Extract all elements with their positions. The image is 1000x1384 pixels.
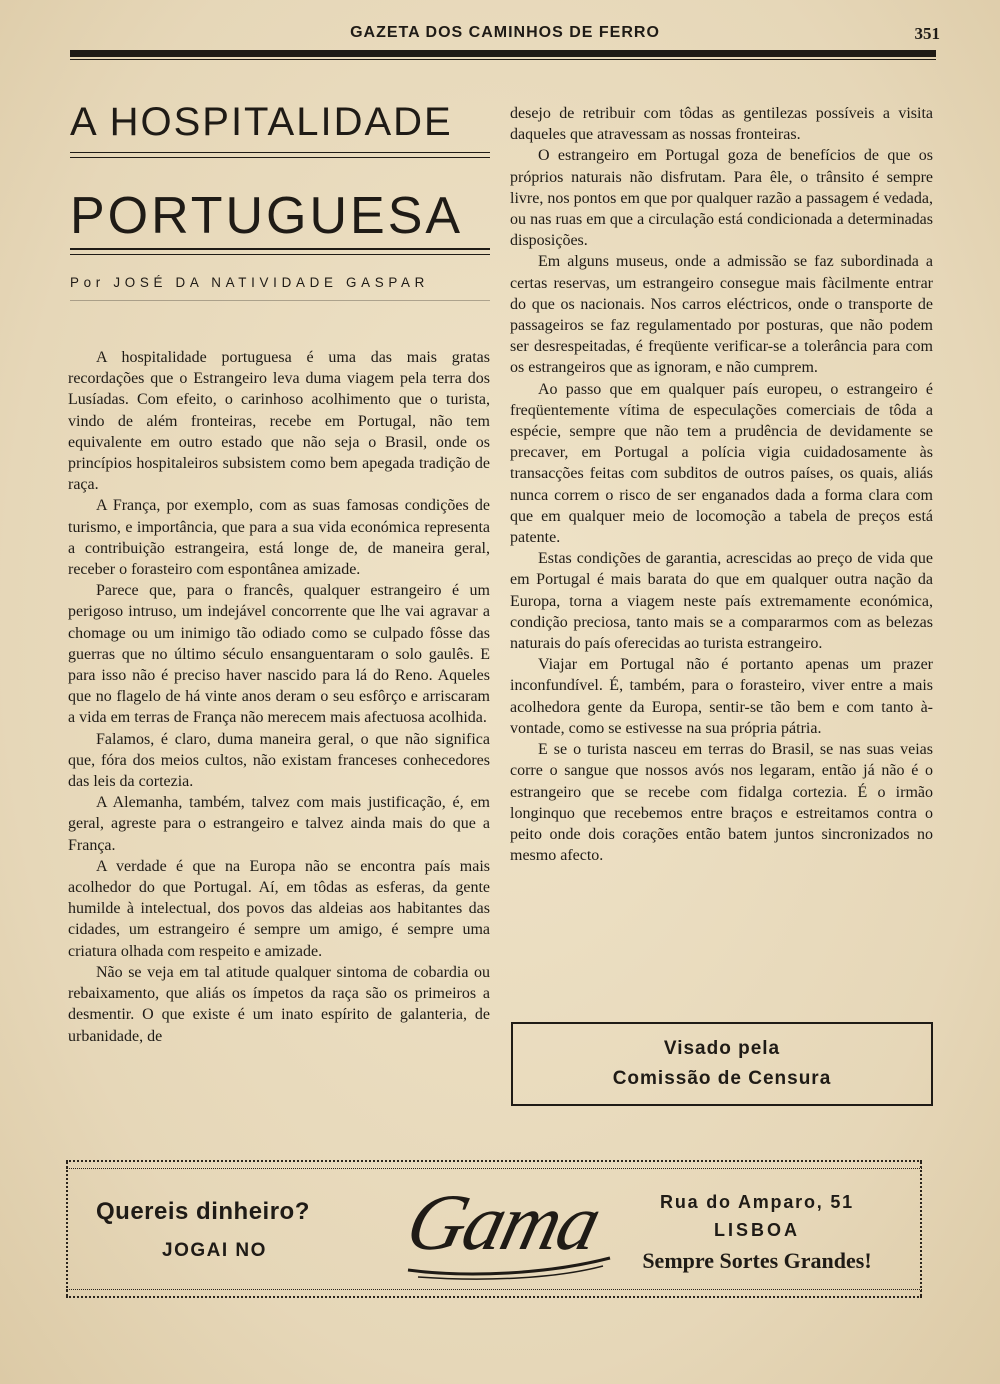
paragraph-continuation: desejo de retribuir com tôdas as gentilezas possíveis a visita daqueles que atravessam as nossas fronteiras. [510,105,933,144]
ad-call-to-action: JOGAI NO [162,1240,267,1261]
header-rule-thin [70,59,936,60]
paragraph: Não se veja em tal atitude qualquer sintoma de cobardia ou rebaixamento, que aliás os ímpetos da raça são os primeiros a desmentir. O que existe é um inato espírito de galanteria, de urbanidade, de [68,963,490,1045]
censorship-line-2: Comissão de Censura [612,1068,832,1089]
title-rule [70,157,490,158]
article-column-left [68,347,490,1047]
article-column-right [510,103,933,866]
ad-border-left [66,1162,68,1296]
title-rule [70,248,490,250]
ad-slogan: Sempre Sortes Grandes! [642,1248,872,1273]
paragraph: Falamos, é claro, duma maneira geral, o que não significa que, fóra dos meios cultos, não existam franceses conhecedores das leis da cortezia. [68,730,490,791]
lottery-advertisement [66,1160,922,1298]
byline: Por JOSÉ DA NATIVIDADE GASPAR [70,275,430,290]
running-header [70,22,940,48]
paragraph: Ao passo que em qualquer país europeu, o estrangeiro é freqüentemente vítima de especulações comerciais de tôda a espécie, sempre que não tem a prudência de devidamente se precaver, em Portugal a polícia vigia cuidadosamente às transacções feitas com subditos de outros países, os quais, aliás nunca correm o risco de ser enganados dada a forma clara com que em qualquer meio de locomoção a tabela de preços está patente. [510,380,933,547]
journal-name: GAZETA DOS CAMINHOS DE FERRO [350,24,660,41]
censorship-notice [511,1022,933,1106]
title-rule [70,152,490,153]
paragraph: A verdade é que na Europa não se encontra país mais acolhedor do que Portugal. Aí, em tôdas as esferas, da gente humilde à intelectual, dos povos das aldeias aos habitantes das cidades, um estrangeiro é sempre um amigo, é sempre uma criatura olhada com respeito e amizade. [68,857,490,960]
paragraph: Estas condições de garantia, acrescidas ao preço de vida que em Portugal é mais barata do que em qualquer outra nação da Europa, torna a viagem neste país extremamente económica, condição preciosa, tanto mais se a compararmos com as belezas naturais do país oferecidas ao turista estrangeiro. [510,550,933,653]
paragraph: O estrangeiro em Portugal goza de benefícios de que os próprios naturais não disfrutam. Para êle, o trânsito é sempre livre, nos pontos em que por qualquer razão a passagem é vedada, ou nas ruas em que a circulação está condicionada a determinadas disposições. [510,147,933,250]
byline-rule [70,300,490,301]
ad-border-right [920,1162,922,1296]
title-rule [70,254,490,255]
header-rule [70,50,936,57]
paragraph: A Alemanha, também, talvez com mais justificação, é, em geral, agreste para o estrangeiro e talvez ainda mais do que a França. [68,794,490,854]
logo-swash-icon [388,1174,618,1284]
ad-address-street: Rua do Amparo, 51 [660,1192,854,1212]
censorship-line-1: Visado pela [663,1038,781,1059]
gama-logo-text: Gama [398,1179,608,1267]
paragraph: E se o turista nasceu em terras do Brasil, se nas suas veias corre o sangue que nossos avós nos legaram, então já não é o estrangeiro que se recebe com fidalga cortezia. É o irmão longinquo que recebemos entre braços e estreitamos contra o peito onde dois corações então batem juntos sincronizados no mesmo afecto. [510,741,933,865]
paragraph: A hospitalidade portuguesa é uma das mais gratas recordações que o Estrangeiro leva duma viagem pela terra dos Lusíadas. Com efeito, o carinhoso acolhimento que o turista, vindo de além fronteiras, recebe em Portugal, não tem equivalente em outro estado que não seja o Brasil, onde os princípios hospitaleiros subsistem como bem apegada tradição de raça. [68,349,490,494]
paragraph: Em alguns museus, onde a admissão se faz subordinada a certas reservas, um estrangeiro consegue mais fàcilmente entrar do que os nacionais. Nos carros eléctricos, onde o transporte de passageiros se faz regulamentado por posturas, que não podem ser desrespeitadas, é freqüente verificar-se a tolerância para com os estrangeiros que as ignoram, e não cumprem. [510,253,933,377]
article-title-line-1: A HOSPITALIDADE [70,100,453,144]
paragraph: Parece que, para o francês, qualquer estrangeiro é um perigoso intruso, um indejável concorrente que lhe vai agravar a chomage ou um inimigo tão odiado como se culpado fôsse das guerras que no último século ensanguentaram o solo gaulês. E para isso não é preciso haver nascido para lá do Reno. Aqueles que no flagelo de há vinte anos deram o seu esfôrço e arriscaram a vida em terras de França não merecem mais afectuosa acolhida. [68,582,490,727]
ad-question: Quereis dinheiro? [96,1198,310,1225]
paragraph: Viajar em Portugal não é portanto apenas um prazer inconfundível. É, também, para o forasteiro, viver entre a mais acolhedora gente da Europa, sentir-se tão bem e com tanto à-vontade, como se estivesse na sua própria pátria. [510,656,933,737]
paragraph: A França, por exemplo, com as suas famosas condições de turismo, e importância, que para a sua vida económica representa a contribuição estrangeira, está longe de, de maneira geral, receber o forasteiro com espontânea amizade. [68,497,490,579]
gama-logo [388,1174,618,1284]
page-number: 351 [914,24,940,43]
article-title-line-2: PORTUGUESA [70,187,464,245]
ad-address-city: LISBOA [713,1220,800,1240]
